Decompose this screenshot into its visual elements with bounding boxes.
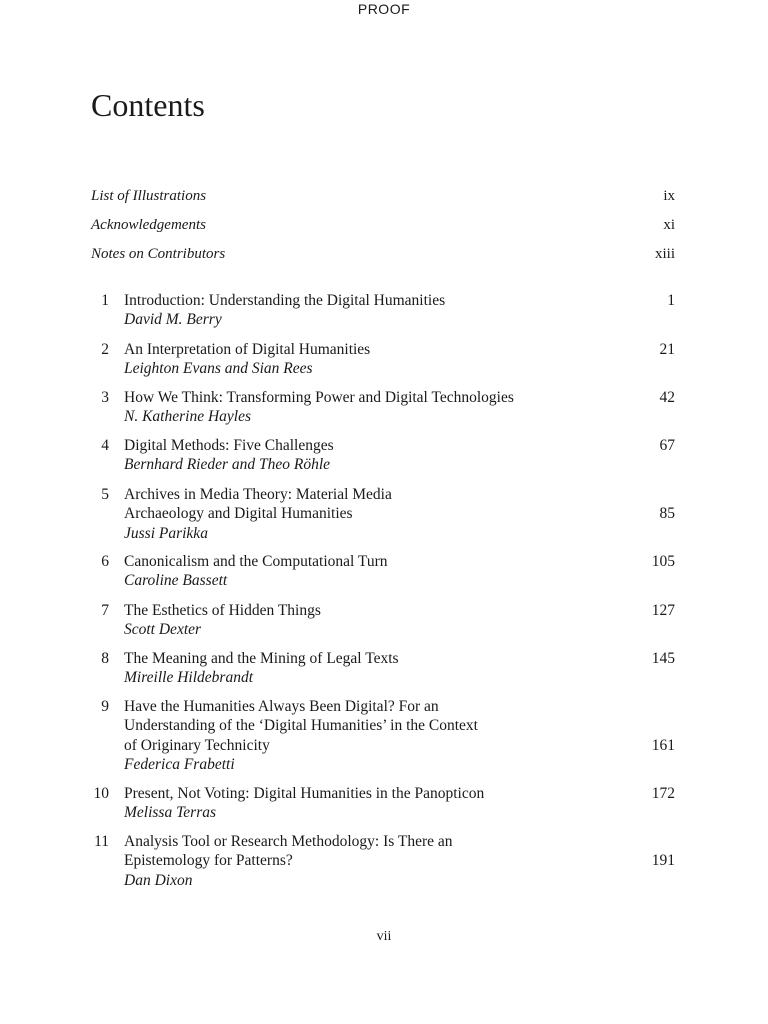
- chapter-title: An Interpretation of Digital Humanities: [124, 341, 371, 358]
- proof-header: PROOF: [357, 1, 411, 17]
- page-title: Contents: [91, 87, 205, 123]
- chapter-page: 127: [651, 602, 675, 619]
- chapter-page: 191: [651, 852, 675, 870]
- chapter-page: 1: [667, 292, 675, 309]
- chapter-title: Introduction: Understanding the Digital Humanities: [124, 292, 446, 309]
- chapter-title: Archives in Media Theory: Material Media: [124, 486, 392, 503]
- chapter-author: Mireille Hildebrandt: [124, 669, 254, 687]
- chapter-author: Jussi Parikka: [124, 524, 208, 542]
- chapter-entry[interactable]: [91, 601, 675, 640]
- chapter-entry[interactable]: [91, 436, 675, 475]
- chapter-number: 4: [101, 437, 109, 454]
- chapter-author: Dan Dixon: [124, 871, 193, 889]
- chapter-title: Epistemology for Patterns?: [124, 852, 293, 870]
- front-matter-label: List of Illustrations: [91, 188, 207, 204]
- chapter-number: 9: [101, 698, 109, 715]
- chapter-number: 11: [94, 833, 109, 850]
- chapter-author: Federica Frabetti: [124, 756, 235, 774]
- front-matter-item[interactable]: [91, 244, 675, 264]
- chapter-entry[interactable]: [91, 784, 675, 823]
- front-matter-label: Notes on Contributors: [91, 246, 226, 262]
- front-matter-page: xiii: [654, 246, 675, 262]
- chapter-page: 85: [659, 505, 675, 523]
- chapter-number: 5: [101, 486, 109, 503]
- chapter-page: 161: [651, 736, 675, 754]
- chapter-title: The Esthetics of Hidden Things: [124, 602, 321, 619]
- chapter-title: of Originary Technicity: [124, 736, 270, 754]
- chapter-entry[interactable]: [91, 697, 675, 775]
- chapter-title: Understanding of the ‘Digital Humanities’ in the Context: [124, 717, 478, 735]
- chapter-page: 21: [659, 341, 675, 358]
- chapter-page: 172: [651, 785, 675, 802]
- chapter-number: 10: [93, 785, 109, 802]
- chapter-title: The Meaning and the Mining of Legal Texts: [124, 650, 399, 667]
- chapter-author: Scott Dexter: [124, 621, 202, 639]
- chapter-author: N. Katherine Hayles: [124, 408, 251, 426]
- chapter-entry[interactable]: [91, 388, 675, 427]
- chapter-author: Leighton Evans and Sian Rees: [124, 360, 313, 378]
- chapter-entry[interactable]: [91, 291, 675, 330]
- chapter-title: Have the Humanities Always Been Digital? For an: [124, 698, 439, 715]
- chapter-author: Melissa Terras: [124, 804, 217, 822]
- front-matter-item[interactable]: [91, 186, 675, 206]
- front-matter-page: ix: [663, 188, 675, 204]
- chapter-number: 1: [101, 292, 109, 309]
- chapter-author: Caroline Bassett: [124, 572, 228, 590]
- front-matter-item[interactable]: [91, 215, 675, 235]
- chapter-number: 2: [101, 341, 109, 358]
- chapter-title: Canonicalism and the Computational Turn: [124, 553, 388, 570]
- chapter-author: David M. Berry: [124, 311, 222, 329]
- chapter-entry[interactable]: [91, 485, 675, 543]
- page-folio: vii: [376, 929, 392, 944]
- chapter-entry[interactable]: [91, 649, 675, 688]
- chapter-title: Present, Not Voting: Digital Humanities in the Panopticon: [124, 785, 485, 802]
- chapter-entry[interactable]: [91, 340, 675, 379]
- chapter-number: 6: [101, 553, 109, 570]
- chapter-number: 3: [101, 389, 109, 406]
- chapter-author: Bernhard Rieder and Theo Röhle: [124, 456, 331, 474]
- chapter-page: 145: [651, 650, 675, 667]
- chapter-title: Digital Methods: Five Challenges: [124, 437, 334, 454]
- chapter-number: 8: [101, 650, 109, 667]
- chapter-title: Archaeology and Digital Humanities: [124, 505, 353, 523]
- front-matter-label: Acknowledgements: [91, 217, 206, 233]
- chapter-title: How We Think: Transforming Power and Digital Technologies: [124, 389, 514, 406]
- chapter-page: 42: [659, 389, 675, 406]
- chapter-entry[interactable]: [91, 552, 675, 591]
- chapter-entry[interactable]: [91, 832, 675, 890]
- chapter-page: 105: [651, 553, 675, 570]
- chapter-page: 67: [659, 437, 675, 454]
- chapter-title: Analysis Tool or Research Methodology: Is There an: [124, 833, 453, 850]
- front-matter-page: xi: [663, 217, 675, 233]
- chapter-number: 7: [101, 602, 109, 619]
